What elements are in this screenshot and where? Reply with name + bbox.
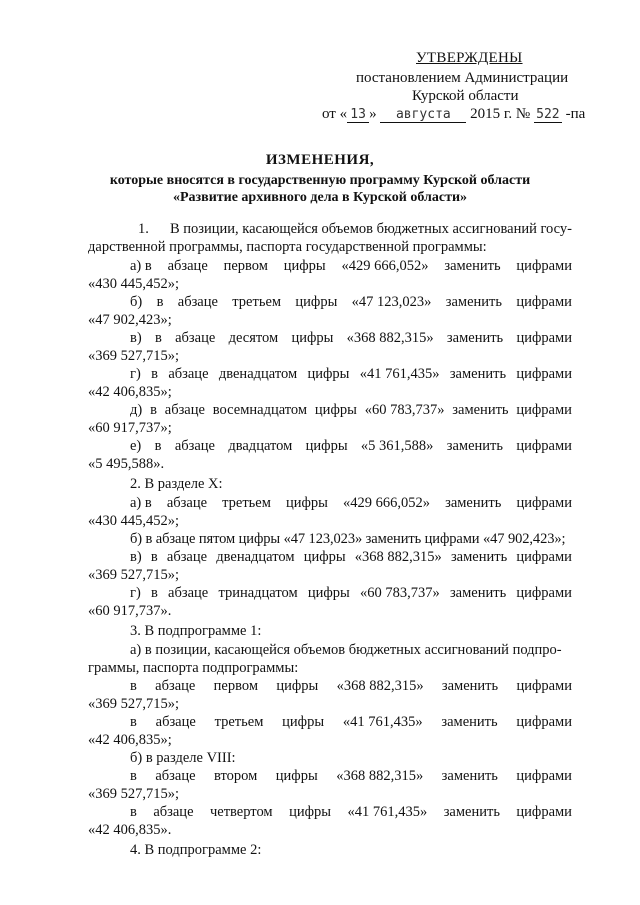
item-1e-line: [130, 437, 572, 455]
word: в: [150, 402, 157, 418]
item-2b-line: б) в абзаце пятом цифры «47 123,023» заменить цифрами «47 902,423»;: [130, 531, 566, 547]
word: цифры: [285, 495, 328, 511]
item-3a-sub1-line: [130, 677, 572, 695]
word: «368 882,315»: [336, 678, 424, 694]
word: цифры: [291, 330, 334, 346]
word: двенадцатом: [218, 366, 298, 382]
word: цифрами: [516, 714, 572, 730]
word: д): [130, 402, 143, 418]
word: «429 666,052»: [341, 258, 429, 274]
document-heading: [0, 152, 640, 206]
date-suffix: -па: [561, 106, 586, 122]
item-1d-cont: «60 917,737»;: [88, 420, 172, 436]
item-1a-line: [130, 257, 572, 275]
item-2g-cont: «60 917,737».: [88, 603, 172, 619]
word: абзаце: [166, 549, 208, 565]
item-2-heading: 2. В разделе X:: [130, 476, 223, 492]
word: тринадцатом: [218, 585, 298, 601]
word: цифрами: [516, 258, 572, 274]
word: абзаце: [168, 366, 209, 382]
item-3b-sub1-cont: «369 527,715»;: [88, 786, 180, 802]
word: «47 123,023»: [351, 294, 432, 310]
item-1g-cont: «42 406,835»;: [88, 384, 172, 400]
word: цифрами: [516, 678, 572, 694]
word: в: [150, 549, 158, 565]
word: заменить: [441, 714, 498, 730]
word: цифры: [282, 714, 325, 730]
word: «368 882,315»: [336, 768, 424, 784]
item-1-line-2: дарственной программы, паспорта государственной программы:: [88, 239, 487, 255]
item-3b-sub1-line: [130, 767, 572, 785]
word: двенадцатом: [216, 549, 295, 565]
item-1e-cont: «5 495,588».: [88, 456, 165, 472]
date-prefix: от «: [322, 106, 348, 122]
word: «41 761,435»: [342, 714, 423, 730]
item-3a-sub1-cont: «369 527,715»;: [88, 696, 180, 712]
word: цифрами: [516, 804, 572, 820]
heading-subtitle-1: которые вносятся в государственную программу Курской области: [109, 173, 531, 188]
word: «5 361,588»: [360, 438, 434, 454]
word: «60 783,737»: [359, 585, 440, 601]
word: цифрами: [516, 438, 572, 454]
word: заменить: [446, 330, 504, 346]
word: десятом: [228, 330, 279, 346]
word: в: [130, 804, 137, 820]
item-1-text: В позиции, касающейся объемов бюджетных ассигнований госу-: [169, 221, 572, 237]
word: заменить: [449, 366, 507, 382]
word: а) в: [130, 495, 152, 511]
word: первом: [223, 258, 268, 274]
word: цифрами: [516, 294, 572, 310]
word: б): [130, 294, 143, 310]
word: абзаце: [155, 678, 196, 694]
date-mid: »: [369, 106, 381, 122]
word: двадцатом: [228, 438, 293, 454]
item-1d-line: [130, 401, 572, 419]
word: первом: [213, 678, 259, 694]
word: в: [150, 585, 158, 601]
heading-subtitle-2: «Развитие архивного дела в Курской области»: [172, 190, 468, 205]
item-3a-line-2: граммы, паспорта подпрограммы:: [88, 660, 299, 676]
date-day: 13: [347, 107, 369, 123]
word: заменить: [445, 294, 503, 310]
word: четвертом: [209, 804, 273, 820]
word: цифрами: [516, 585, 572, 601]
word: заменить: [450, 549, 508, 565]
word: цифры: [275, 768, 318, 784]
word: заменить: [441, 768, 498, 784]
word: заменить: [452, 402, 509, 418]
word: цифрами: [516, 768, 572, 784]
item-1v-line: [130, 329, 572, 347]
word: цифры: [303, 549, 346, 565]
item-3b-sub2-cont: «42 406,835».: [88, 822, 172, 838]
word: цифры: [314, 402, 357, 418]
item-1b-line: [130, 293, 572, 311]
document-number: 522: [534, 107, 562, 123]
word: абзаце: [153, 804, 194, 820]
item-2v-line: [130, 548, 572, 566]
word: третьем: [232, 294, 282, 310]
item-2a-cont: «430 445,452»;: [88, 513, 180, 529]
word: «41 761,435»: [359, 366, 440, 382]
word: г): [130, 366, 141, 382]
word: в: [156, 294, 164, 310]
word: в): [130, 330, 142, 346]
item-2g-line: [130, 584, 572, 602]
item-3b-heading: б) в разделе VIII:: [130, 750, 236, 766]
approval-line-resolution: постановлением Администрации: [356, 70, 569, 86]
word: «60 783,737»: [364, 402, 445, 418]
word: абзаце: [174, 438, 215, 454]
word: «368 882,315»: [354, 549, 442, 565]
word: заменить: [443, 804, 500, 820]
word: цифры: [307, 366, 350, 382]
item-1-number: 1.: [138, 221, 149, 237]
date-month: августа: [380, 107, 466, 123]
word: а) в: [130, 258, 152, 274]
word: в: [154, 438, 162, 454]
word: цифры: [283, 258, 326, 274]
approval-title: УТВЕРЖДЕНЫ: [416, 50, 523, 66]
word: в: [130, 714, 137, 730]
word: третьем: [222, 495, 271, 511]
word: заменить: [445, 495, 502, 511]
word: заменить: [446, 438, 504, 454]
word: «368 882,315»: [346, 330, 434, 346]
item-1b-cont: «47 902,423»;: [88, 312, 172, 328]
word: цифрами: [516, 495, 572, 511]
word: цифры: [276, 678, 319, 694]
word: заменить: [444, 258, 501, 274]
word: «41 761,435»: [347, 804, 428, 820]
word: абзаце: [166, 495, 208, 511]
word: восемнадцатом: [212, 402, 308, 418]
word: третьем: [214, 714, 264, 730]
item-1g-line: [130, 365, 572, 383]
heading-title: ИЗМЕНЕНИЯ,: [265, 152, 375, 168]
word: абзаце: [168, 585, 209, 601]
item-3b-sub2-line: [130, 803, 572, 821]
approval-date-line: [322, 106, 585, 123]
item-1v-cont: «369 527,715»;: [88, 348, 180, 364]
item-2a-line: [130, 494, 572, 512]
word: в: [130, 678, 137, 694]
word: цифры: [307, 585, 350, 601]
word: цифрами: [516, 549, 572, 565]
word: цифрами: [516, 330, 572, 346]
item-3a-sub2-line: [130, 713, 572, 731]
word: абзаце: [155, 768, 196, 784]
word: в: [130, 768, 137, 784]
word: абзаце: [167, 258, 208, 274]
word: цифры: [289, 804, 331, 820]
word: цифрами: [516, 366, 572, 382]
word: заменить: [441, 678, 499, 694]
item-1-line-1: [138, 220, 572, 238]
item-3a-sub2-cont: «42 406,835»;: [88, 732, 172, 748]
word: е): [130, 438, 142, 454]
item-3a-line-1: а) в позиции, касающейся объемов бюджетных ассигнований подпро-: [130, 642, 562, 658]
word: цифры: [295, 294, 338, 310]
word: втором: [214, 768, 258, 784]
word: в): [130, 549, 142, 565]
item-4-heading: 4. В подпрограмме 2:: [130, 842, 262, 858]
word: заменить: [449, 585, 507, 601]
word: «429 666,052»: [343, 495, 430, 511]
word: г): [130, 585, 141, 601]
item-2v-cont: «369 527,715»;: [88, 567, 180, 583]
word: абзаце: [177, 294, 218, 310]
word: в: [154, 330, 162, 346]
word: цифрами: [516, 402, 572, 418]
approval-line-region: Курской области: [412, 88, 519, 104]
item-1a-cont: «430 445,452»;: [88, 276, 180, 292]
word: абзаце: [175, 330, 216, 346]
word: в: [151, 366, 158, 382]
item-3-heading: 3. В подпрограмме 1:: [130, 623, 262, 639]
word: абзаце: [155, 714, 196, 730]
word: цифры: [305, 438, 348, 454]
date-year: 2015 г. №: [466, 106, 534, 122]
word: абзаце: [164, 402, 205, 418]
